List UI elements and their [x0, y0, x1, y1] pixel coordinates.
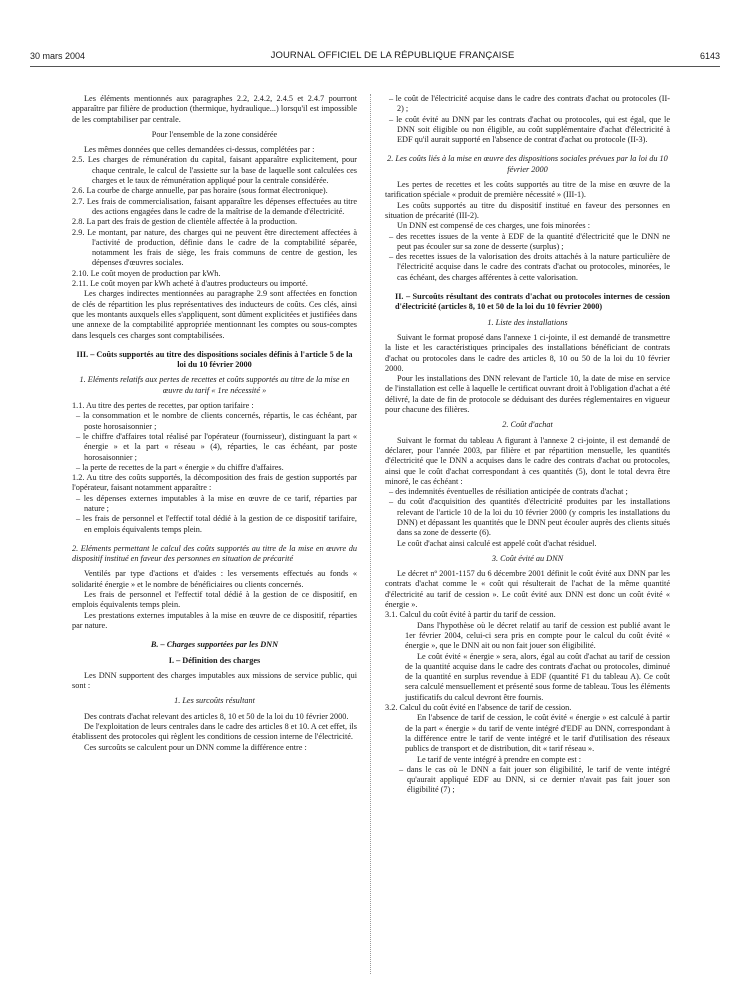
list-item: – du coût d'acquisition des quantités d'électricité produites par les installations relevant de l'article 10 de la loi du 10 février 2000 (y compris les installations du DNN) et dépassant les quantités que le DNN peut écouler auprès des clients situés dans sa zone de desserte (6). [389, 497, 670, 538]
header-journal-title: JOURNAL OFFICIEL DE LA RÉPUBLIQUE FRANÇAISE [270, 50, 515, 61]
left-column [72, 94, 357, 753]
subsection-heading: 1. Eléments relatifs aux pertes de recettes et coûts supportés au titre de la mise en œuvre du tarif « 1re nécessité » [79, 375, 350, 395]
paragraph: 3.1. Calcul du coût évité à partir du tarif de cession. [385, 610, 556, 620]
section-heading: I. – Définition des charges [168, 655, 261, 665]
paragraph: Le décret nº 2001-1157 du 6 décembre 2001 définit le coût évité aux DNN par les contrats d'achat comme le « coût qui résulterait de l'achat de la même quantité d'électricité au tarif de cession ». Le coût évité aux DNN est donc un coût évité « énergie ». [385, 569, 670, 610]
paragraph: Des contrats d'achat relevant des articles 8, 10 et 50 de la loi du 10 février 2000. [84, 711, 349, 721]
section-subtitle: Pour l'ensemble de la zone considérée [151, 129, 278, 139]
subsection-heading: 1. Liste des installations [487, 317, 568, 327]
list-item: 2.10. Le coût moyen de production par kWh. [72, 268, 221, 278]
paragraph: Le coût évité « énergie » sera, alors, égal au coût d'achat au tarif de cession de la quantité acquise dans le cadre des contrats d'achat ou protocoles, diminué de la quantité en surplus revendue à EDF (quantité F1 du tableau A). Ce coût sera calculé mensuellement et présenté sous forme de tableau. Tous les éléments justificatifs du calcul devront être fournis. [405, 651, 671, 702]
list-item: – des recettes issues de la vente à EDF de la quantité d'électricité que le DNN ne peut pas écouler sur sa zone de desserte (surplus) ; [389, 231, 670, 251]
paragraph: 3.2. Calcul du coût évité en l'absence de tarif de cession. [385, 703, 572, 713]
list-item: – le coût de l'électricité acquise dans le cadre des contrats d'achat ou protocoles (II-2) ; [389, 94, 670, 114]
list-item: 2.7. Les frais de commercialisation, faisant apparaître les dépenses effectuées au titre des actions engagées dans le cadre de la maîtrise de la demande d'électricité. [72, 196, 357, 216]
paragraph: Les coûts supportés au titre du dispositif institué en faveur des personnes en situation de précarité (III-2). [385, 200, 670, 220]
paragraph: 1.1. Au titre des pertes de recettes, par option tarifaire : [72, 401, 254, 411]
list-item: – la perte de recettes de la part « énergie » du chiffre d'affaires. [76, 462, 284, 472]
subsection-heading: 2. Les coûts liés à la mise en œuvre des dispositions sociales prévues par la loi du 10 février 2000 [387, 154, 668, 174]
paragraph: De l'exploitation de leurs centrales dans le cadre des articles 8 et 10. A cet effet, ils établissent des protocoles qui règlent les conditions de cession interne de l'électricité. [72, 722, 357, 742]
section-heading: II. – Surcoûts résultant des contrats d'achat ou protocoles internes de cession d'électricité (articles 8, 10 et 50 de la loi du 10 février 2000) [395, 292, 670, 312]
paragraph: Dans l'hypothèse où le décret relatif au tarif de cession est publié avant le 1er février 2004, celui-ci sera pris en compte pour le calcul du coût évité « énergie », que le DNN ait ou non fait jouer son éligibilité. [405, 620, 670, 651]
list-item: – la consommation et le nombre de clients concernés, répartis, le cas échéant, par poste horosaisonnier ; [76, 411, 357, 431]
paragraph: Les charges indirectes mentionnées au paragraphe 2.9 sont affectées en fonction de clés de répartition les plus représentatives des inducteurs de coûts. Ces clés, ainsi que les montants auxquels elles s'appliquent, sont dûment explicitées et justifiées dans une annexe de la comptabilité appropriée mentionnant les comptes ou sous-comptes dans lesquels ces charges sont comptabilisées. [72, 289, 357, 340]
subsection-heading: 1. Les surcoûts résultant [174, 696, 255, 706]
paragraph: Le tarif de vente intégré à prendre en compte est : [417, 754, 582, 764]
paragraph: 1.2. Au titre des coûts supportés, la décomposition des frais de gestion supportés par l'opérateur, faisant notamment apparaître : [72, 473, 357, 493]
paragraph: Les DNN supportent des charges imputables aux missions de service public, qui sont : [72, 670, 357, 691]
list-item: – dans le cas où le DNN a fait jouer son éligibilité, le tarif de vente intégré qu'aurait appliqué EDF au DNN, si ce dernier n'avait pas fait jouer son éligibilité (7) ; [399, 764, 670, 795]
subsection-heading: 2. Eléments permettant le calcul des coûts supportés au titre de la mise en œuvre du dispositif institué en faveur des personnes en situation de précarité [72, 543, 357, 564]
paragraph: Suivant le format du tableau A figurant à l'annexe 2 ci-jointe, il est demandé de déclarer, pour l'année 2003, par filière et par répartition mensuelle, les quantités d'électricité que le DNN a acquises dans le cadre des contrats d'achat ou protocoles, ainsi que le coût d'achat correspondant à ces quantités (5), dont le total devra être minoré, le cas échéant : [385, 435, 670, 486]
header-page-number: 6143 [699, 51, 720, 61]
list-item: – les frais de personnel et l'effectif total dédié à la gestion de ce dispositif tarifaire, en emplois équivalents temps plein. [76, 514, 357, 534]
paragraph: Un DNN est compensé de ces charges, une fois minorées : [397, 221, 590, 231]
section-heading: III. – Coûts supportés au titre des dispositions sociales définis à l'article 5 de la loi du 10 février 2000 [76, 349, 353, 370]
list-item: 2.9. Le montant, par nature, des charges qui ne peuvent être directement affectées à l'activité de production, définie dans le cadre de la comptabilité séparée, notamment les frais de siège, les frais communs de centre de gestion, les dépenses d'œuvres sociales. [72, 227, 357, 268]
paragraph: Les mêmes données que celles demandées ci-dessus, complétées par : [84, 145, 315, 155]
section-heading: B. – Charges supportées par les DNN [150, 640, 279, 650]
paragraph: Le coût d'achat ainsi calculé est appelé coût d'achat résiduel. [397, 538, 597, 548]
paragraph: Pour les installations des DNN relevant de l'article 10, la date de mise en service de l'installation est celle à laquelle le certificat ouvrant droit à l'obligation d'achat a été délivré, la date de fin de protocole se déduisant des durées réglementaires en vigueur pour chacune des filières. [385, 374, 670, 415]
list-item: – des indemnités éventuelles de résiliation anticipée de contrats d'achat ; [389, 487, 628, 497]
list-item: – les dépenses externes imputables à la mise en œuvre de ce tarif, réparties par nature ; [76, 493, 357, 513]
paragraph: Ces surcoûts se calculent pour un DNN comme la différence entre : [84, 742, 307, 752]
column-divider [370, 94, 371, 974]
list-item: – le chiffre d'affaires total réalisé par l'opérateur (fournisseur), distinguant la part « énergie » et la part « réseau » (4), réparties, le cas échéant, par poste horosaisonnier ; [76, 431, 357, 462]
paragraph: Les éléments mentionnés aux paragraphes 2.2, 2.4.2, 2.4.5 et 2.4.7 pourront apparaître par filière de production (thermique, hydraulique...) lorsqu'il est impossible de les comptabiliser par centrale. [72, 94, 357, 124]
list-item: – des recettes issues de la valorisation des droits attachés à la nature particulière de l'électricité acquise dans le cadre des contrats d'achat ou protocoles, minorées, le cas échéant, des charges afférentes à cette valorisation. [389, 252, 670, 282]
list-item: 2.11. Le coût moyen par kWh acheté à d'autres producteurs ou importé. [72, 279, 308, 289]
list-item: – le coût évité au DNN par les contrats d'achat ou protocoles, qui est égal, que le DNN soit éligible ou non éligible, au coût supplémentaire d'achat d'électricité à EDF qu'il aurait supporté en l'absence de contrat d'achat ou protocole (II-3). [389, 114, 670, 145]
list-item: 2.5. Les charges de rémunération du capital, faisant apparaître explicitement, pour chaque centrale, le calcul de l'assiette sur la base de laquelle sont calculées ces charges et le taux de rémunération appliqué pour la centrale considérée. [72, 155, 357, 186]
subsection-heading: 3. Coût évité au DNN [491, 553, 564, 563]
subsection-heading: 2. Coût d'achat [502, 420, 553, 430]
list-item: 2.6. La courbe de charge annuelle, par pas horaire (sous format électronique). [72, 186, 328, 196]
paragraph: Les prestations externes imputables à la mise en œuvre de ce dispositif, réparties par nature. [72, 610, 357, 630]
paragraph: Les pertes de recettes et les coûts supportés au titre de la mise en œuvre de la tarification spéciale « produit de première nécessité » (III-1). [385, 180, 670, 200]
list-item: 2.8. La part des frais de gestion de clientèle affectée à la production. [72, 217, 298, 227]
paragraph: Ventilés par type d'actions et d'aides : les versements effectués au fonds « solidarité énergie » et le nombre de bénéficiaires ou clients concernés. [72, 569, 357, 589]
right-column [385, 94, 670, 796]
header-date: 30 mars 2004 [30, 51, 86, 61]
paragraph: Les frais de personnel et l'effectif total dédié à la gestion de ce dispositif, en emplois équivalents temps plein. [72, 590, 357, 610]
paragraph: En l'absence de tarif de cession, le coût évité « énergie » est calculé à partir de la part « énergie » du tarif de vente intégré d'EDF au DNN, correspondant à la différence entre le tarif de vente intégré et le tarif d'utilisation des réseaux publics de transport et de distribution, dit « tarif réseau ». [405, 713, 670, 754]
page-header [30, 45, 720, 67]
paragraph: Suivant le format proposé dans l'annexe 1 ci-jointe, il est demandé de transmettre la liste et les caractéristiques principales des installations bénéficiant de contrats d'achat ou protocoles dans le cadre des articles 8, 10 ou 50 de la loi du 10 février 2000. [385, 332, 670, 373]
